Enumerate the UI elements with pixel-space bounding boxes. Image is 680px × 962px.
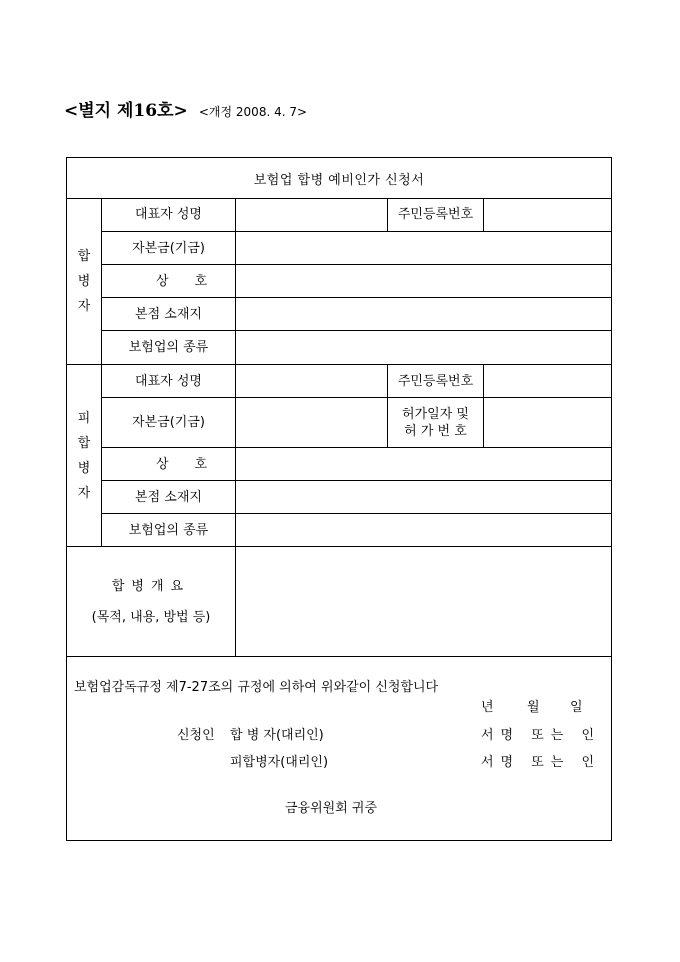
- date-month: 월: [527, 700, 540, 715]
- merged-insurance-type-field[interactable]: [236, 514, 611, 546]
- merged-capital-label: 자본금(기금): [132, 415, 205, 430]
- date-year: 년: [481, 700, 494, 715]
- party-info-grid: [67, 198, 611, 546]
- overview-title: 합병개요: [111, 578, 191, 594]
- merger-overview-label: [67, 547, 235, 656]
- hq-location-label: 본점 소재지: [135, 306, 202, 322]
- overview-subtitle: (목적, 내용, 방법 등): [91, 609, 211, 625]
- amendment-note: <개정 2008. 4. 7>: [198, 105, 308, 119]
- merged-party-rep: 피합병자(대리인): [230, 755, 329, 770]
- annex-title: <별지 제16호>: [64, 101, 188, 121]
- resident-no-field[interactable]: [484, 198, 611, 231]
- sign-or-seal-2: 서명 또는 인: [481, 755, 602, 770]
- trade-name-label: 상호: [155, 273, 234, 289]
- merged-trade-name-field[interactable]: [236, 448, 611, 480]
- insurance-type-label: 보험업의 종류: [128, 340, 209, 355]
- merger-overview-field[interactable]: [236, 547, 611, 656]
- capital-label: 자본금(기금): [132, 240, 205, 256]
- merged-resident-no-field[interactable]: [484, 365, 611, 397]
- form-header: [64, 96, 307, 121]
- merging-party-rep: 합 병 자(대리인): [230, 728, 324, 743]
- sign-or-seal-1: 서명 또는 인: [481, 728, 602, 743]
- merged-trade-name-label: 상호: [155, 456, 234, 472]
- merging-party-label: 합 병 자: [77, 248, 91, 314]
- rep-name-field[interactable]: [236, 198, 387, 231]
- form-title: 보험업 합병 예비인가 신청서: [67, 158, 611, 199]
- license-date-field[interactable]: [484, 398, 611, 447]
- declaration-statement: 보험업감독규정 제7-27조의 규정에 의하여 위와같이 신청합니다: [74, 680, 439, 695]
- merged-hq-location-label: 본점 소재지: [135, 489, 202, 505]
- capital-field[interactable]: [236, 232, 611, 264]
- merged-insurance-type-label: 보험업의 종류: [128, 522, 209, 538]
- merged-capital-field[interactable]: [236, 398, 387, 447]
- date-day: 일: [570, 700, 583, 715]
- application-form: [66, 157, 612, 841]
- merged-resident-no-label: 주민등록번호: [397, 373, 474, 389]
- rep-name-label: 대표자 성명: [135, 207, 202, 222]
- declaration-section: [67, 657, 611, 840]
- merged-party-label: 피 합 병 자: [77, 410, 91, 501]
- merged-hq-location-field[interactable]: [236, 481, 611, 513]
- merged-rep-name-label: 대표자 성명: [135, 373, 202, 389]
- license-date-label: 허가일자 및 허 가 번 호: [402, 406, 469, 439]
- applicant-label: 신청인: [177, 728, 215, 743]
- addressee: 금융위원회 귀중: [285, 801, 378, 816]
- insurance-type-field[interactable]: [236, 331, 611, 364]
- trade-name-field[interactable]: [236, 265, 611, 297]
- resident-no-label: 주민등록번호: [397, 207, 474, 222]
- hq-location-field[interactable]: [236, 298, 611, 330]
- merged-rep-name-field[interactable]: [236, 365, 387, 397]
